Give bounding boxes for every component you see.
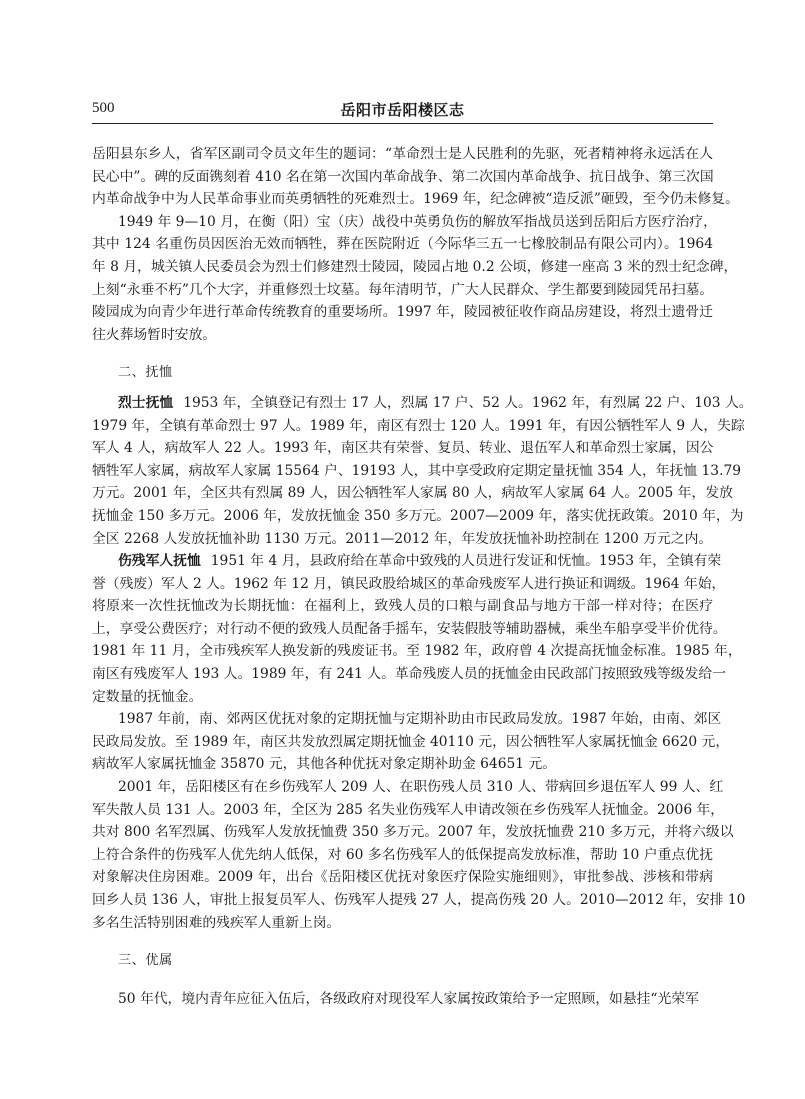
text-line: [92, 912, 713, 935]
text-line: [92, 188, 739, 211]
text-line: [92, 528, 713, 551]
text-line: [92, 595, 713, 618]
section-heading: 二、抚恤: [118, 365, 173, 381]
text-line: [92, 573, 726, 596]
text-line: [92, 618, 727, 641]
line-text: 1949 年 9—10 月，在衡（阳）宝（庆）战役中英勇负伤的解放军指战员送到岳阳后方医疗治疗，: [118, 213, 717, 230]
line-text: 1953 年，全镇登记有烈士 17 人，烈属 17 户、52 人。1962 年，有烈属 22 户、103 人。: [183, 394, 753, 411]
text-line: [92, 392, 753, 415]
line-text: 将原来一次性抚恤改为长期抚恤：在福利上，致残人员的口粮与副食品与地方干部一样对待；在医疗: [92, 598, 713, 615]
paragraph: [92, 211, 738, 347]
running-header: [92, 98, 713, 122]
line-text: 万元。2001 年，全区共有烈属 89 人，因公牺牲军人家属 80 人，病故军人家属 64 人。2005 年，发放: [92, 485, 733, 502]
text-line: [92, 166, 713, 189]
text-line: [92, 844, 713, 867]
paragraph: [92, 708, 730, 776]
line-text: 定数量的抚恤金。: [92, 688, 203, 705]
paragraph: [92, 776, 746, 934]
paragraph: [92, 143, 739, 211]
line-text: 全区 2268 人发放抚恤补助 1130 万元。2011—2012 年，年发放抚恤补助控制在 1200 万元之内。: [92, 530, 713, 547]
paragraph: [92, 988, 713, 1011]
line-text: 军人 4 人，病故军人 22 人。1993 年，南区共有荣誉、复员、转业、退伍军人和革命烈士家属，因公: [92, 440, 714, 457]
text-line: [92, 550, 722, 573]
text-line: [92, 731, 730, 754]
line-text: 1987 年前，南、郊两区优抚对象的定期抚恤与定期补助由市民政局发放。1987 年始，由南、郊区: [118, 711, 722, 728]
line-text: 对象解决住房困难。2009 年，出台《岳阳楼区优抚对象医疗保险实施细则》，审批参战、涉核和带病: [92, 869, 713, 886]
line-text: 抚恤金 150 多万元。2006 年，发放抚恤金 350 多万元。2007—2009 年，落实优抚政策。2010 年，为: [92, 507, 744, 524]
text-line: [92, 233, 713, 256]
text-line: [92, 505, 744, 528]
text-line: [92, 482, 733, 505]
line-text: 军失散人员 131 人。2003 年，全区为 285 名失业伤残军人申请改领在乡伤残军人抚恤金。2006 年，: [92, 801, 725, 818]
text-line: [92, 437, 713, 460]
text-line: [92, 256, 738, 279]
line-text: 民政局发放。至 1989 年，南区共发放烈属定期抚恤金 40110 元，因公牺牲军人家属抚恤金 6620 元，: [92, 733, 730, 750]
text-line: [92, 753, 713, 776]
line-text: 50 年代，境内青年应征入伍后，各级政府对现役军人家属按政策给予一定照顾，如悬挂“光荣军: [118, 990, 699, 1007]
line-text: 民心中”。碑的反面镌刻着 410 名在第一次国内革命战争、第二次国内革命战争、抗日战争、第三次国: [92, 168, 714, 185]
line-text: 誉（残废）军人 2 人。1962 年 12 月，镇民政股给城区的革命残废军人进行换证和调级。1964 年始，: [92, 575, 726, 592]
text-line: [92, 460, 742, 483]
line-text: 岳阳县东乡人，省军区副司令员文年生的题词：“革命烈士是人民胜利的先驱，死者精神将永远活在人: [92, 146, 713, 162]
text-line: [92, 988, 713, 1011]
line-text: 多名生活特别困难的残疾军人重新上岗。: [92, 914, 341, 931]
text-line: [92, 301, 713, 324]
line-text: 往火葬场暂时安放。: [92, 326, 217, 343]
text-line: [92, 143, 713, 166]
text-line: [92, 799, 725, 822]
book-title: 岳阳市岳阳楼区志: [340, 101, 465, 119]
line-text: 年 8 月，城关镇人民委员会为烈士们修建烈士陵园，陵园占地 0.2 公顷，修建一座高 3 米的烈士纪念碑，: [92, 258, 738, 275]
text-line: [92, 866, 713, 889]
line-text: 1951 年 4 月，县政府给在革命中致残的人员进行发证和怃恤。1953 年，全镇有荣: [210, 553, 722, 570]
text-line: [92, 889, 746, 912]
text-line: [92, 708, 722, 731]
text-line: [92, 415, 745, 438]
subsection-lead: 烈士抚恤: [118, 394, 174, 411]
line-text: 内革命战争中为人民革命事业而英勇牺牲的死难烈士。1969 年，纪念碑被“造反派”砸毁，至今仍未修复。: [92, 191, 739, 208]
paragraph: [92, 392, 753, 550]
line-text: 南区有残废军人 193 人。1989 年，有 241 人。革命残废人员的抚恤金由民政部门按照致残等级发给一: [92, 666, 726, 683]
line-text: 回乡人员 136 人，审批上报复员军人、伤残军人提残 27 人，提高伤残 20 人。2010—2012 年，安排 10: [92, 892, 746, 908]
text-line: [92, 211, 717, 234]
line-text: 共对 800 名军烈属、伤残军人发放抚恤费 350 多万元。2007 年，发放抚恤费 210 多万元，并将六级以: [92, 824, 734, 841]
line-text: 1979 年，全镇有革命烈士 97 人。1989 年，南区有烈士 120 人。1991 年，有因公牺牲军人 9 人，失踪: [92, 417, 745, 434]
paragraph: [92, 550, 742, 708]
section-heading: 三、优属: [118, 953, 173, 969]
text-line: [92, 776, 724, 799]
line-text: 1981 年 11 月，全市残疾军人换发新的残废证书。至 1982 年，政府曾 4 次提高抚恤金标准。1985 年，: [92, 643, 742, 660]
page-body: [92, 143, 753, 1010]
line-text: 2001 年，岳阳楼区有在乡伤残军人 209 人、在职伤残人员 310 人、带病回乡退伍军人 99 人、红: [118, 779, 724, 796]
header-rule: [92, 123, 713, 124]
line-text: 牺牲军人家属，病故军人家属 15564 户、19193 人，其中享受政府定期定量抚恤 354 人，年抚恤 13.79: [92, 462, 742, 479]
line-text: 上符合条件的伤残军人优先纳人低保，对 60 多名伤残军人的低保提高发放标准，帮助 10 户重点优抚: [92, 846, 713, 863]
line-text: 陵园成为向青少年进行革命传统教育的重要场所。1997 年，陵园被征收作商品房建设，将烈士遗骨迁: [92, 304, 713, 321]
text-line: [92, 686, 713, 709]
text-line: [92, 640, 742, 663]
line-text: 病故军人家属抚恤金 35870 元，其他各种优抚对象定期补助金 64651 元。: [92, 756, 557, 773]
line-text: 上刻“永垂不朽”几个大字，并重修烈士坟墓。每年清明节，广大人民群众、学生都要到陵园凭吊扫墓。: [92, 281, 714, 298]
line-text: 其中 124 名重伤员因医治无效而牺牲，葬在医院附近（今际华三五一七橡胶制品有限公司内）。1964: [92, 236, 713, 253]
text-line: [92, 663, 726, 686]
text-line: [92, 279, 713, 302]
text-line: [92, 324, 713, 347]
subsection-lead: 伤残军人抚恤: [118, 553, 201, 570]
page-number: 500: [92, 100, 115, 116]
line-text: 上，享受公费医疗；对行动不便的致残人员配备手摇车，安装假肢等辅助器械，乘坐车船享受半价优待。: [92, 620, 727, 637]
text-line: [92, 821, 734, 844]
